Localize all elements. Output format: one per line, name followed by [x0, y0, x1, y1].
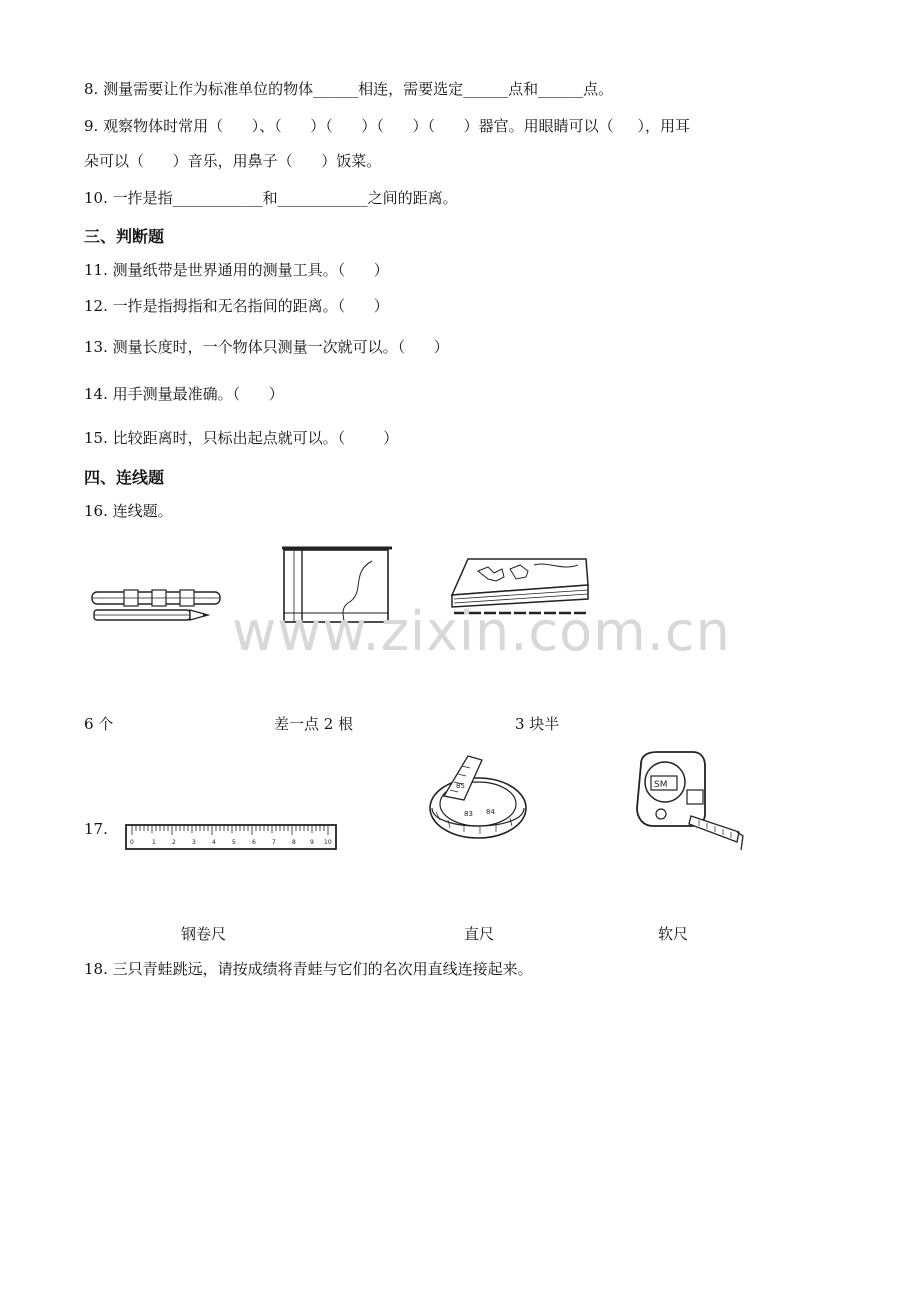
- straight-ruler-illustration: [124, 823, 338, 851]
- question-8: 8. 测量需要让作为标准单位的物体______相连，需要选定______点和______点。: [84, 80, 614, 98]
- svg-text:84: 84: [486, 808, 495, 816]
- pencils-illustration: [90, 588, 225, 628]
- svg-text:7: 7: [272, 839, 276, 846]
- svg-text:5: 5: [232, 839, 236, 846]
- section-match-title: 四、连线题: [84, 468, 165, 487]
- svg-text:4: 4: [212, 839, 216, 846]
- watermark: www.zixin.com.cn: [232, 600, 731, 663]
- soft-ruler-illustration: [424, 752, 532, 848]
- svg-text:85: 85: [456, 782, 465, 790]
- question-9-line-2: 朵可以（ ）音乐，用鼻子（ ）饭菜。: [84, 152, 382, 170]
- label-steel-tape: 钢卷尺: [181, 925, 227, 943]
- label-straight-ruler: 直尺: [464, 925, 495, 943]
- question-12: 12. 一拃是指拇指和无名指间的距离。（ ）: [84, 297, 389, 315]
- svg-text:SM: SM: [654, 780, 668, 790]
- question-11: 11. 测量纸带是世界通用的测量工具。（ ）: [84, 261, 389, 279]
- question-16: 16. 连线题。: [84, 502, 173, 520]
- question-17-number: 17.: [84, 820, 108, 838]
- svg-text:83: 83: [464, 810, 473, 818]
- svg-text:8: 8: [292, 839, 296, 846]
- question-13: 13. 测量长度时，一个物体只测量一次就可以。（ ）: [84, 338, 449, 356]
- label-soft-ruler: 软尺: [658, 925, 689, 943]
- match-label-2-gen: 差一点 2 根: [274, 715, 354, 733]
- steel-tape-measure-illustration: [631, 750, 747, 856]
- question-9-line-1: 9. 观察物体时常用（ ）、（ ）（ ）（ ）（ ）器官。用眼睛可以（ ），用耳: [84, 117, 690, 135]
- svg-text:6: 6: [252, 839, 256, 846]
- match-label-3-kuai: 3 块半: [515, 715, 560, 733]
- svg-text:0: 0: [130, 839, 134, 846]
- match-label-6-ge: 6 个: [84, 715, 114, 733]
- section-judge-title: 三、判断题: [84, 227, 165, 246]
- question-14: 14. 用手测量最准确。（ ）: [84, 385, 284, 403]
- svg-text:3: 3: [192, 839, 196, 846]
- svg-text:9: 9: [310, 839, 314, 846]
- question-15: 15. 比较距离时，只标出起点就可以。（ ）: [84, 429, 399, 447]
- svg-text:2: 2: [172, 839, 176, 846]
- svg-text:10: 10: [324, 839, 332, 846]
- question-10: 10. 一拃是指____________和____________之间的距离。: [84, 189, 458, 207]
- svg-text:1: 1: [152, 839, 156, 846]
- question-18: 18. 三只青蛙跳远，请按成绩将青蛙与它们的名次用直线连接起来。: [84, 960, 533, 978]
